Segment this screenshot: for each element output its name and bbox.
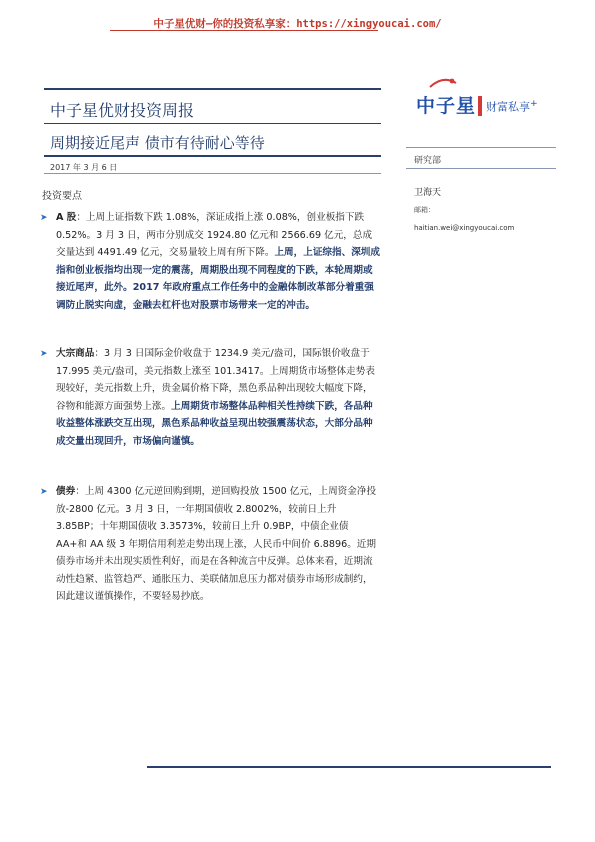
report-name: 中子星优财投资周报 xyxy=(50,101,195,120)
logo-plus: + xyxy=(530,98,538,109)
bullet-arrow-icon: ➤ xyxy=(40,487,48,497)
logo-wordmark: 中子星 xyxy=(416,95,477,117)
bullet-label: 大宗商品 xyxy=(56,348,95,359)
bullet-label: 债券 xyxy=(56,486,76,497)
bullet-bonds xyxy=(40,483,380,606)
key-points-list xyxy=(40,209,380,606)
logo-divider xyxy=(478,96,482,116)
bullet-commodities xyxy=(40,345,380,450)
watermark-label[interactable]: 中子星优财—你的投资私享家：https://xingyoucai.com/ xyxy=(153,18,442,30)
logo-tagline xyxy=(486,98,538,115)
section-heading: 投资要点 xyxy=(42,191,82,202)
report-date: 2017 年 3 月 6 日 xyxy=(50,163,118,172)
department-label: 研究部 xyxy=(414,156,442,166)
logo-tagline-text: 财富私享 xyxy=(486,100,530,114)
bullet-a-share xyxy=(40,209,380,314)
watermark-text[interactable] xyxy=(0,16,595,31)
bullet-emphasis: 上周期货市场整体品种相关性持续下跌，各品种收益整体涨跌交互出现，黑色系品种收益呈现出较强震荡状态，大部分品种成交量出现回升，市场偏向谨慎。 xyxy=(56,400,373,447)
bullet-text: ：上周上证指数下跌 1.08%，深证成指上涨 0.08%，创业板指下跌 0.52%。3 月 3 日，两市分别成交 1924.80 亿元和 2566.69 亿元，总成交量达到 4491.49 亿元，交易量较上周有所下降。 xyxy=(56,212,373,258)
header-top-rule xyxy=(44,88,381,90)
header-bottom-rule xyxy=(44,155,381,157)
analyst-email[interactable]: haitian.wei@xingyoucai.com xyxy=(414,224,515,232)
bullet-text: ：3 月 3 日国际金价收盘于 1234.9 美元/盎司，国际银价收盘于 17.995 美元/盎司，美元指数上涨至 101.3417。上周期货市场整体走势表现较好，美元指数上升，贵金属价格下降，黑色系品种出现较大幅度下降，谷物和能源方面强势上涨。 xyxy=(56,348,375,412)
bullet-text: ：上周 4300 亿元逆回购到期，逆回购投放 1500 亿元，上周资金净投放-2800 亿元。3 月 3 日，一年期国债收 2.8002%，较前日上升 3.85BP；十年期国债收 3.3573%，较前日上升 0.9BP，中债企业债 AA+和 AA 级 3 年期信用利差走势出现上涨，人民币中间价 6.8896。近期债券市场并未出现实质性利好，而是在各种流言中反弹。总体来看，近期流动性趋紧、监管趋严、通胀压力、美联储加息压力都对债券市场形成制约，因此建议谨慎操作，不要轻易抄底。 xyxy=(56,486,377,602)
sidebar-top-rule xyxy=(406,147,556,148)
brand-logo xyxy=(416,77,556,125)
date-rule xyxy=(44,173,381,174)
bullet-arrow-icon: ➤ xyxy=(40,213,48,223)
bullet-label: A 股 xyxy=(56,212,77,223)
sidebar-mid-rule xyxy=(406,168,556,169)
header-mid-rule xyxy=(44,123,381,124)
watermark-underline xyxy=(110,30,378,31)
report-title: 周期接近尾声 债市有待耐心等待 xyxy=(50,134,265,152)
bullet-emphasis: 上周，上证综指、深圳成指和创业板指均出现一定的震荡，周期股出现不同程度的下跌，本轮周期或接近尾声，此外。2017 年政府重点工作任务中的金融体制改革部分着重强调防止脱实向虚，金融去杠杆也对股票市场带来一定的冲击。 xyxy=(56,247,380,311)
analyst-name: 卫海天 xyxy=(414,188,442,198)
bullet-arrow-icon: ➤ xyxy=(40,349,48,359)
email-label: 邮箱： xyxy=(414,206,435,214)
footer-rule xyxy=(147,766,551,768)
star-logo-icon xyxy=(428,77,458,91)
